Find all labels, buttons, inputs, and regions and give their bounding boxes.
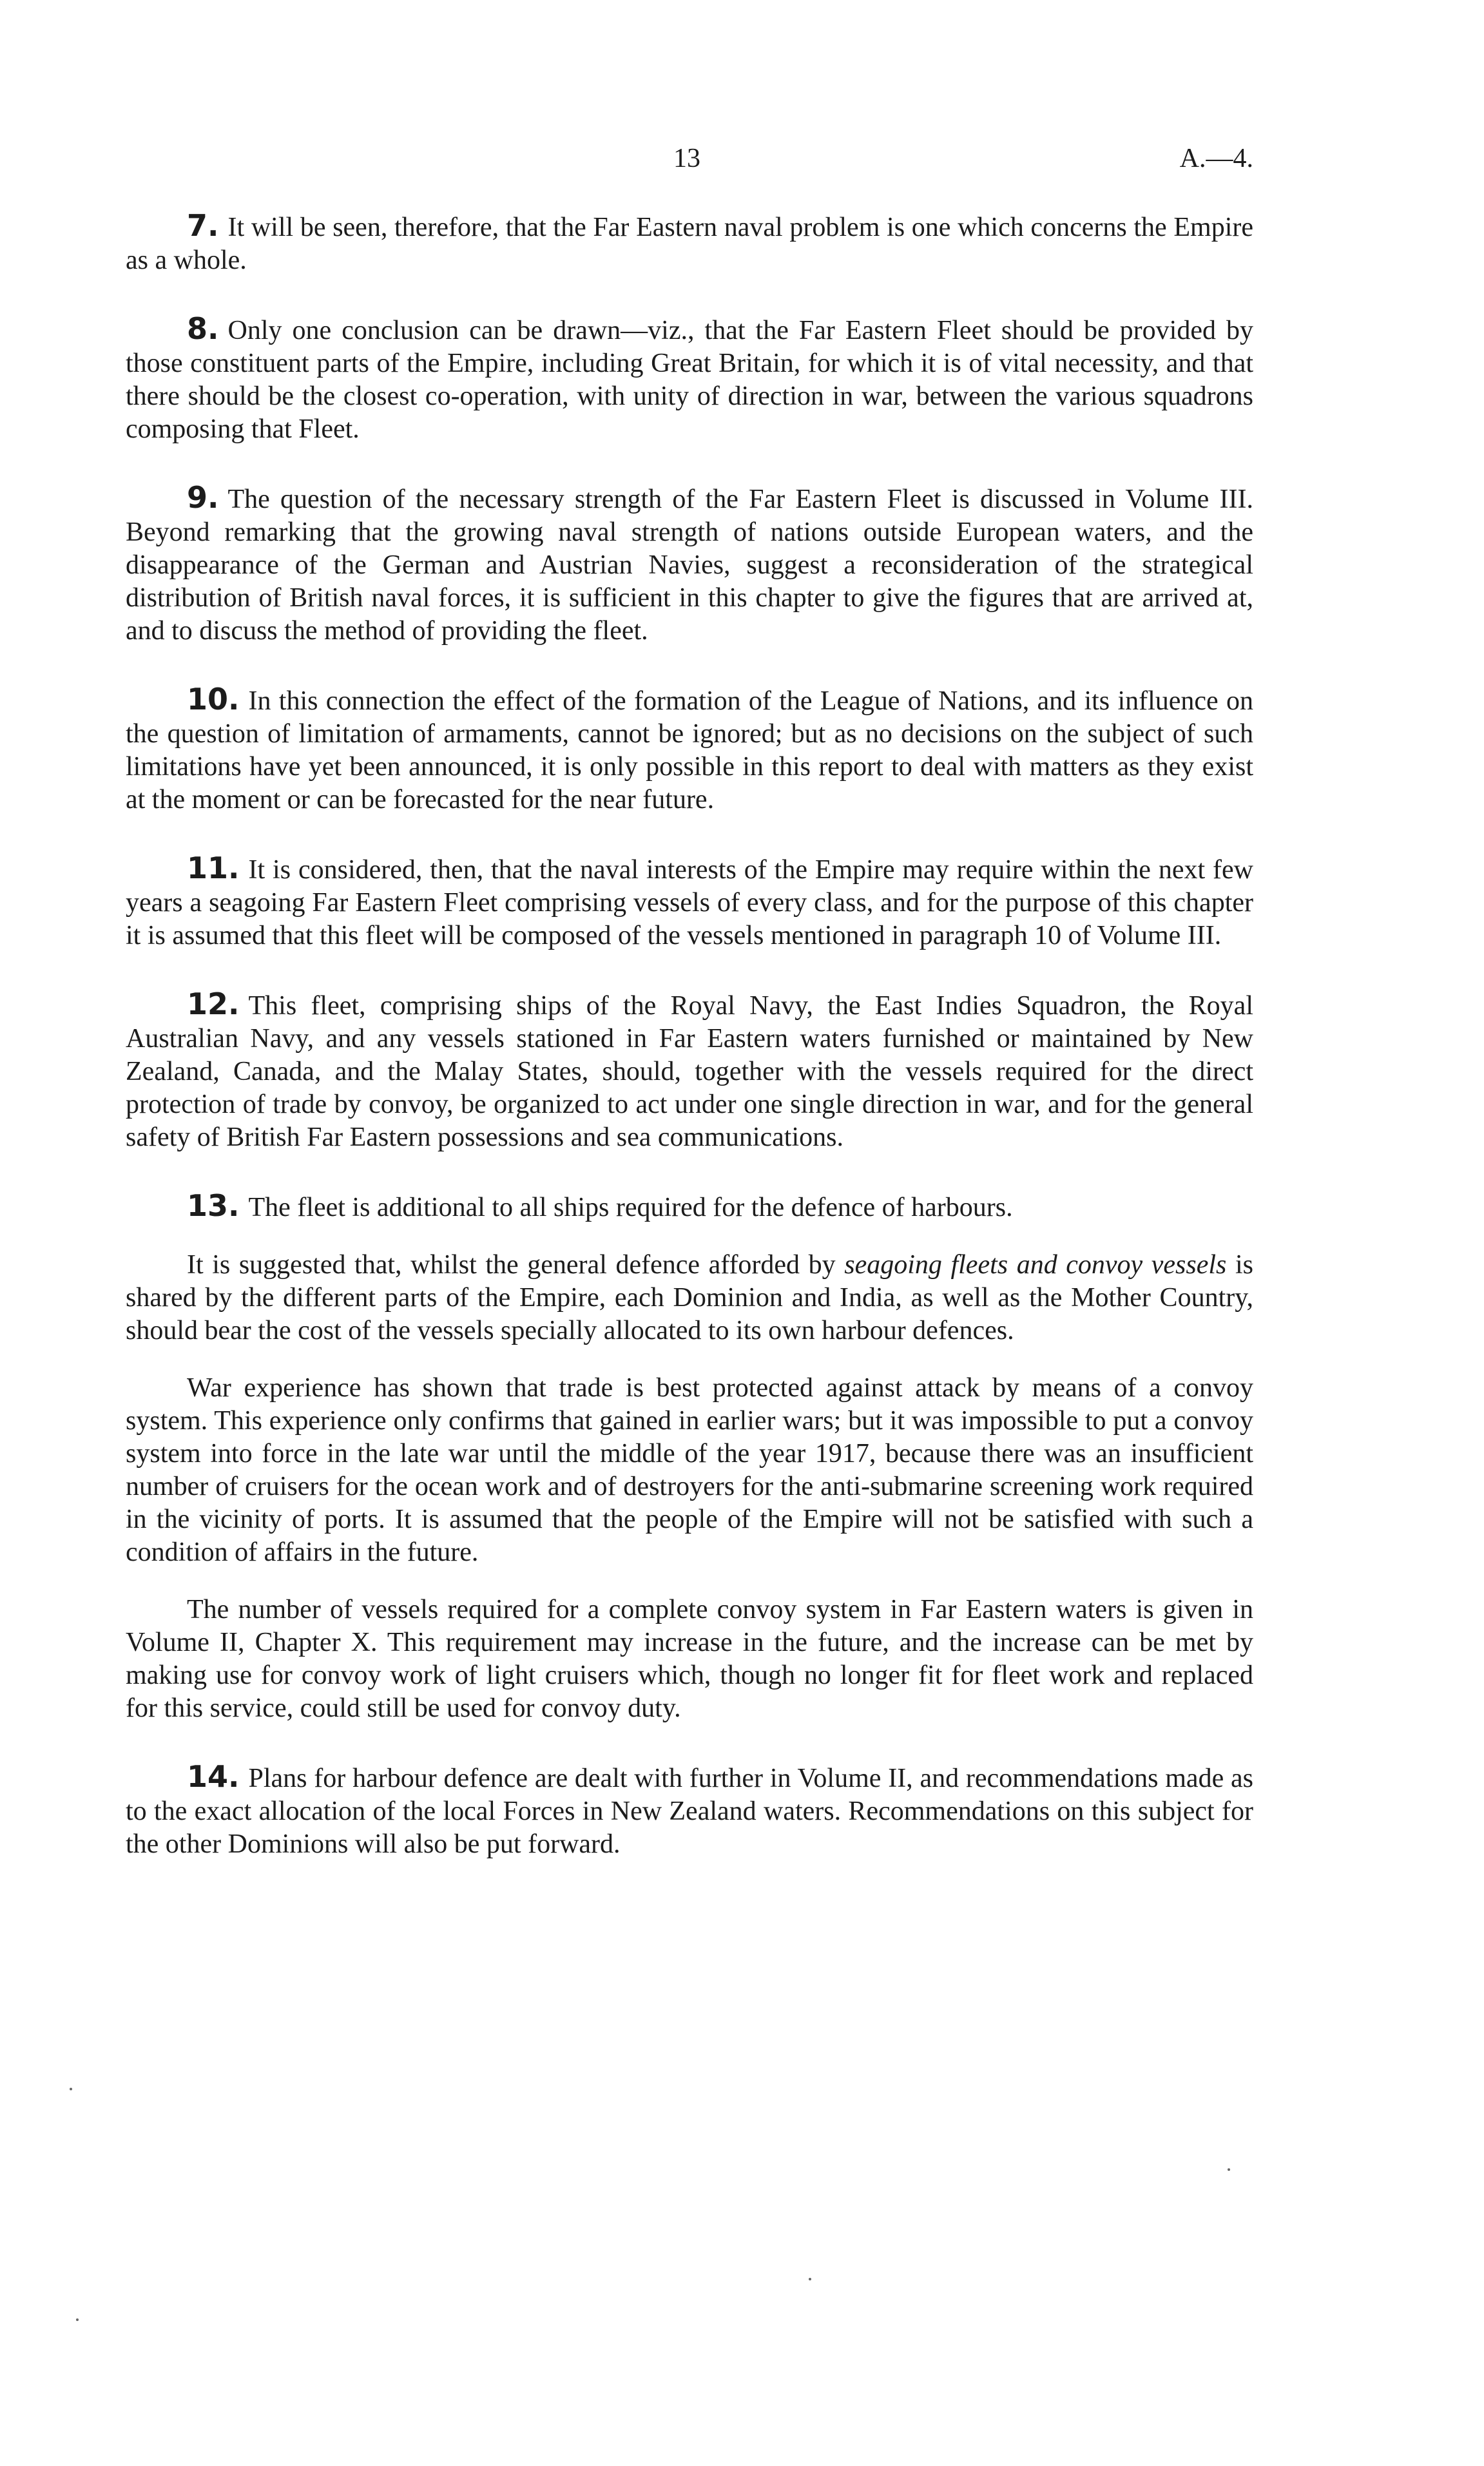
paragraph-text: This fleet, comprising ships of the Royal Navy, the East Indies Squadron, the Royal Australian Navy, and any vessels stationed in Far Eastern waters furnished or maintained by New Zealand, Canada, and the Malay States, should, together with the vessels required for the direct protection of trade by convoy, be organized to act under one single direction in war, and for the general safety of British Far Eastern possessions and sea communications. [126, 991, 1253, 1152]
paragraph-number: 13. [187, 1188, 240, 1223]
scan-speck [76, 2318, 79, 2321]
paragraph-14 [126, 1760, 1253, 1861]
body-text [126, 209, 1253, 1896]
paragraph-text-before: It is suggested that, whilst the general defence afforded by [187, 1250, 845, 1280]
paragraph-number: 11. [187, 851, 240, 885]
paragraph-10 [126, 683, 1253, 816]
paragraph-13-harbour-costs [126, 1249, 1253, 1347]
paragraph-text-italic: seagoing fleets and convoy vessels [844, 1250, 1227, 1280]
paragraph-text-after: is shared by the different parts of the Empire, each Dominion and India, as well as the Mother Country, should bear the cost of the vessels specially allocated to its own harbour defences. [126, 1250, 1254, 1345]
paragraph-13-convoy-experience [126, 1372, 1253, 1569]
paragraph-number: 12. [187, 987, 240, 1021]
paragraph-number: 10. [187, 682, 240, 717]
page-header [126, 143, 1253, 182]
paragraph-13 [126, 1190, 1253, 1224]
page-number: 13 [673, 144, 700, 173]
paragraph-text: It will be seen, therefore, that the Far Eastern naval problem is one which concerns the Empire as a whole. [126, 213, 1253, 275]
paragraph-number: 14. [187, 1759, 240, 1794]
scan-speck [1228, 2168, 1230, 2171]
paragraph-text: War experience has shown that trade is best protected against attack by means of a convoy system. This experience only confirms that gained in earlier wars; but it was impossible to put a convoy system into force in the late war until the middle of the year 1917, because there was an insufficient number of cruisers for the ocean work and of destroyers for the anti-submarine screening work required in the vicinity of ports. It is assumed that the people of the Empire will not be satisfied with such a condition of affairs in the future. [126, 1373, 1253, 1567]
paragraph-text: Only one conclusion can be drawn—viz., that the Far Eastern Fleet should be provided by those constituent parts of the Empire, including Great Britain, for which it is of vital necessity, and that there should be the closest co-operation, with unity of direction in war, between the various squadrons composing that Fleet. [126, 316, 1253, 444]
paragraph-number: 8. [187, 311, 219, 346]
paragraph-number: 7. [187, 208, 219, 243]
scan-speck [809, 2278, 811, 2280]
paragraph-text: The number of vessels required for a complete convoy system in Far Eastern waters is given in Volume II, Chapter X. This requirement may increase in the future, and the increase can be met by making use for convoy work of light cruisers which, though no longer fit for fleet work and replaced for this service, could still be used for convoy duty. [126, 1595, 1253, 1723]
paragraph-text: In this connection the effect of the formation of the League of Nations, and its influence on the question of limitation of armaments, cannot be ignored; but as no decisions on the subject of such limitations have yet been announced, it is only possible in this report to deal with matters as they exist at the moment or can be forecasted for the near future. [126, 686, 1253, 814]
paragraph-13-convoy-vessels [126, 1594, 1253, 1725]
paragraph-text: It is considered, then, that the naval interests of the Empire may require within the next few years a seagoing Far Eastern Fleet comprising vessels of every class, and for the purpose of this chapter it is assumed that this fleet will be composed of the vessels mentioned in paragraph 10 of Volume III. [126, 855, 1253, 950]
paragraph-text: Plans for harbour defence are dealt with further in Volume II, and recommendations made as to the exact allocation of the local Forces in New Zealand waters. Recommendations on this subject for the other Dominions will also be put forward. [126, 1764, 1253, 1859]
paragraph-text: The fleet is additional to all ships required for the defence of harbours. [248, 1193, 1013, 1222]
paragraph-9 [126, 481, 1253, 648]
paragraph-7 [126, 209, 1253, 277]
paragraph-text: The question of the necessary strength of the Far Eastern Fleet is discussed in Volume III. Beyond remarking that the growing naval strength of nations outside European waters, and the disappearance of the German and Austrian Navies, suggest a reconsideration of the strategical distribution of British naval forces, it is sufficient in this chapter to give the figures that are arrived at, and to discuss the method of providing the fleet. [126, 485, 1253, 646]
paragraph-number: 9. [187, 480, 219, 515]
paragraph-11 [126, 852, 1253, 952]
paragraph-8 [126, 313, 1253, 446]
document-reference: A.—4. [1179, 144, 1253, 173]
scan-speck [70, 2088, 72, 2090]
paragraph-12 [126, 988, 1253, 1154]
